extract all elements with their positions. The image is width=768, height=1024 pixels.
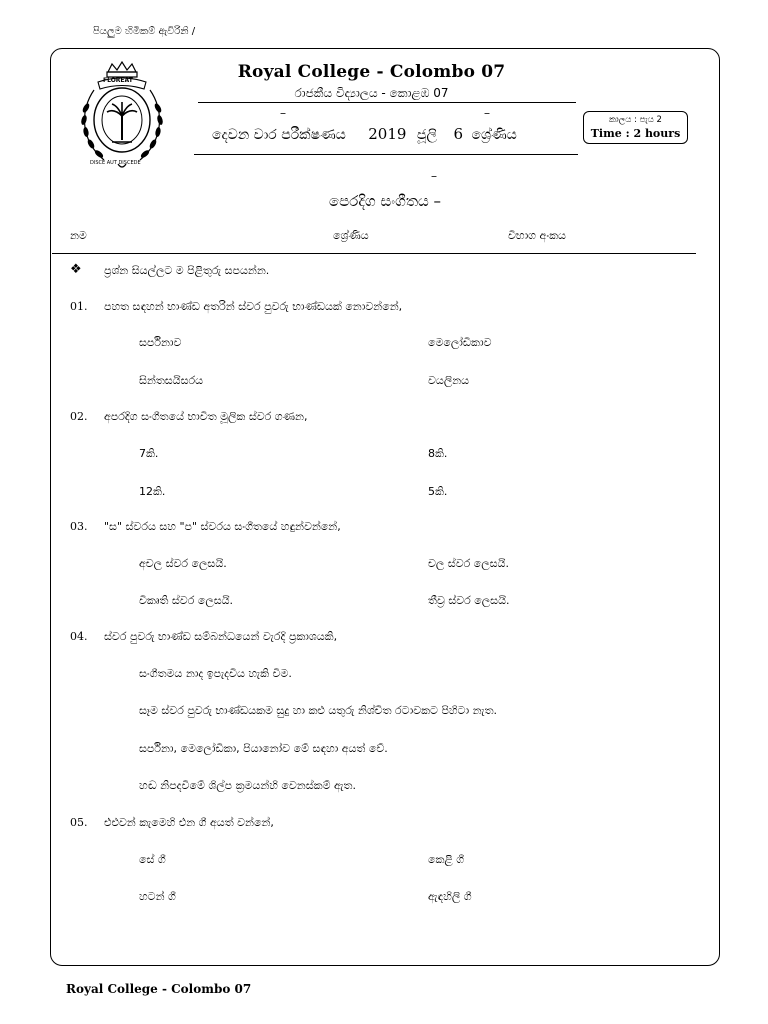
option: කෙළි ගී bbox=[428, 853, 465, 866]
question-text: "ස" ස්වරය සහ "ප" ස්වරය සංගීතයේ හඳුන්වන්නේ, bbox=[104, 520, 341, 533]
exam-year: 2019 bbox=[368, 125, 407, 143]
name-label: නම bbox=[70, 229, 87, 242]
time-box bbox=[583, 111, 688, 144]
time-sinhala: කාලය : පැය 2 bbox=[609, 115, 662, 125]
question-number: 04. bbox=[70, 630, 88, 643]
header-dash-left: – bbox=[280, 106, 286, 120]
option: තීව්‍ර ස්වර ලෙසයි. bbox=[428, 594, 510, 607]
instruction-text: ප්‍රශ්න සියල්ලට ම පිළිතුරු සපයන්න. bbox=[104, 264, 270, 277]
option: විකෘති ස්වර ලෙසයි. bbox=[139, 594, 234, 607]
subject-dash: – bbox=[431, 169, 437, 183]
time-english: Time : 2 hours bbox=[590, 127, 681, 140]
exam-month: ජූලි bbox=[416, 127, 438, 143]
crest-motto-text: DISCE AUT DISCEDE bbox=[90, 160, 141, 166]
diamond-bullet-icon: ❖ bbox=[70, 262, 82, 277]
index-label: විභාග අංකය bbox=[508, 229, 566, 242]
option: හටන් ගී bbox=[139, 890, 176, 903]
option: සර්පිනාව bbox=[139, 336, 182, 349]
grade-word: ශ්‍රේණිය bbox=[471, 127, 517, 143]
copyright-note: පියලුම හිමිකම් ඇවිරිනි / bbox=[93, 26, 196, 37]
header-dash-right: – bbox=[484, 106, 490, 120]
option: සේ ගී bbox=[139, 853, 166, 866]
option: වයලිනය bbox=[428, 374, 470, 387]
option: අචල ස්වර ලෙසයි. bbox=[139, 557, 227, 570]
header-rule bbox=[198, 102, 576, 103]
option: 12කි. bbox=[139, 485, 166, 498]
question-text: පහත සඳහන් භාණ්ඩ අතරින් ස්වර පුවරු භාණ්ඩයක් නොවන්නේ, bbox=[104, 300, 403, 313]
option: චල ස්වර ලෙසයි. bbox=[428, 557, 509, 570]
option: ඇඳහිලි ගී bbox=[428, 890, 472, 903]
option: 7කි. bbox=[139, 447, 159, 460]
option: සංගීතමය නාද ඉපැදවිය හැකි වීම. bbox=[139, 667, 292, 680]
question-text: අපරදිග සංගීතයේ භාවිත මූලික ස්වර ගණන, bbox=[104, 410, 308, 423]
option: සෑම ස්වර පුවරු භාණ්ඩයකම සුදු හා කළු යතුරු නිශ්චිත රටාවකට පිහිටා නැත. bbox=[139, 704, 497, 717]
question-number: 02. bbox=[70, 410, 88, 423]
footer-school-name: Royal College - Colombo 07 bbox=[66, 982, 252, 996]
option: මෙලෝඩිකාව bbox=[428, 336, 492, 349]
option: 8කි. bbox=[428, 447, 448, 460]
grade-number: 6 bbox=[453, 125, 464, 143]
question-text: එළුවන් කැමෙහි එන ගී අයත් වන්නේ, bbox=[104, 816, 274, 829]
option: සින්තසයිසරය bbox=[139, 374, 204, 387]
question-text: ස්වර පුවරු භාණ්ඩ සම්බන්ධයෙන් වැරදි ප්‍රකාශයකි, bbox=[104, 630, 338, 643]
exam-line bbox=[212, 125, 517, 143]
question-number: 01. bbox=[70, 300, 88, 313]
option: සර්පිනා, මෙලෝඩිකා, පියානෝව මේ සඳහා අයත් වේ. bbox=[139, 742, 388, 755]
school-name-sinhala: රාජකීය විද්‍යාලය - කොළඹ 07 bbox=[294, 86, 449, 100]
question-number: 03. bbox=[70, 520, 88, 533]
question-number: 05. bbox=[70, 816, 88, 829]
subject-title: පෙරදිග සංගීතය – bbox=[328, 192, 442, 210]
option: 5කි. bbox=[428, 485, 448, 498]
header-rule-bottom bbox=[194, 154, 578, 155]
fields-rule bbox=[52, 253, 696, 254]
crest-banner-text: FLOREAT bbox=[103, 77, 133, 84]
option: හඬ නිපදවීමේ ශිල්ප ක්‍රමයන්හි වෙනස්කම් ඇත. bbox=[139, 779, 356, 792]
class-label: ශ්‍රේණිය bbox=[333, 229, 369, 242]
school-name: Royal College - Colombo 07 bbox=[237, 62, 506, 82]
exam-name: දෙවන වාර පරීක්ෂණය bbox=[212, 127, 346, 143]
